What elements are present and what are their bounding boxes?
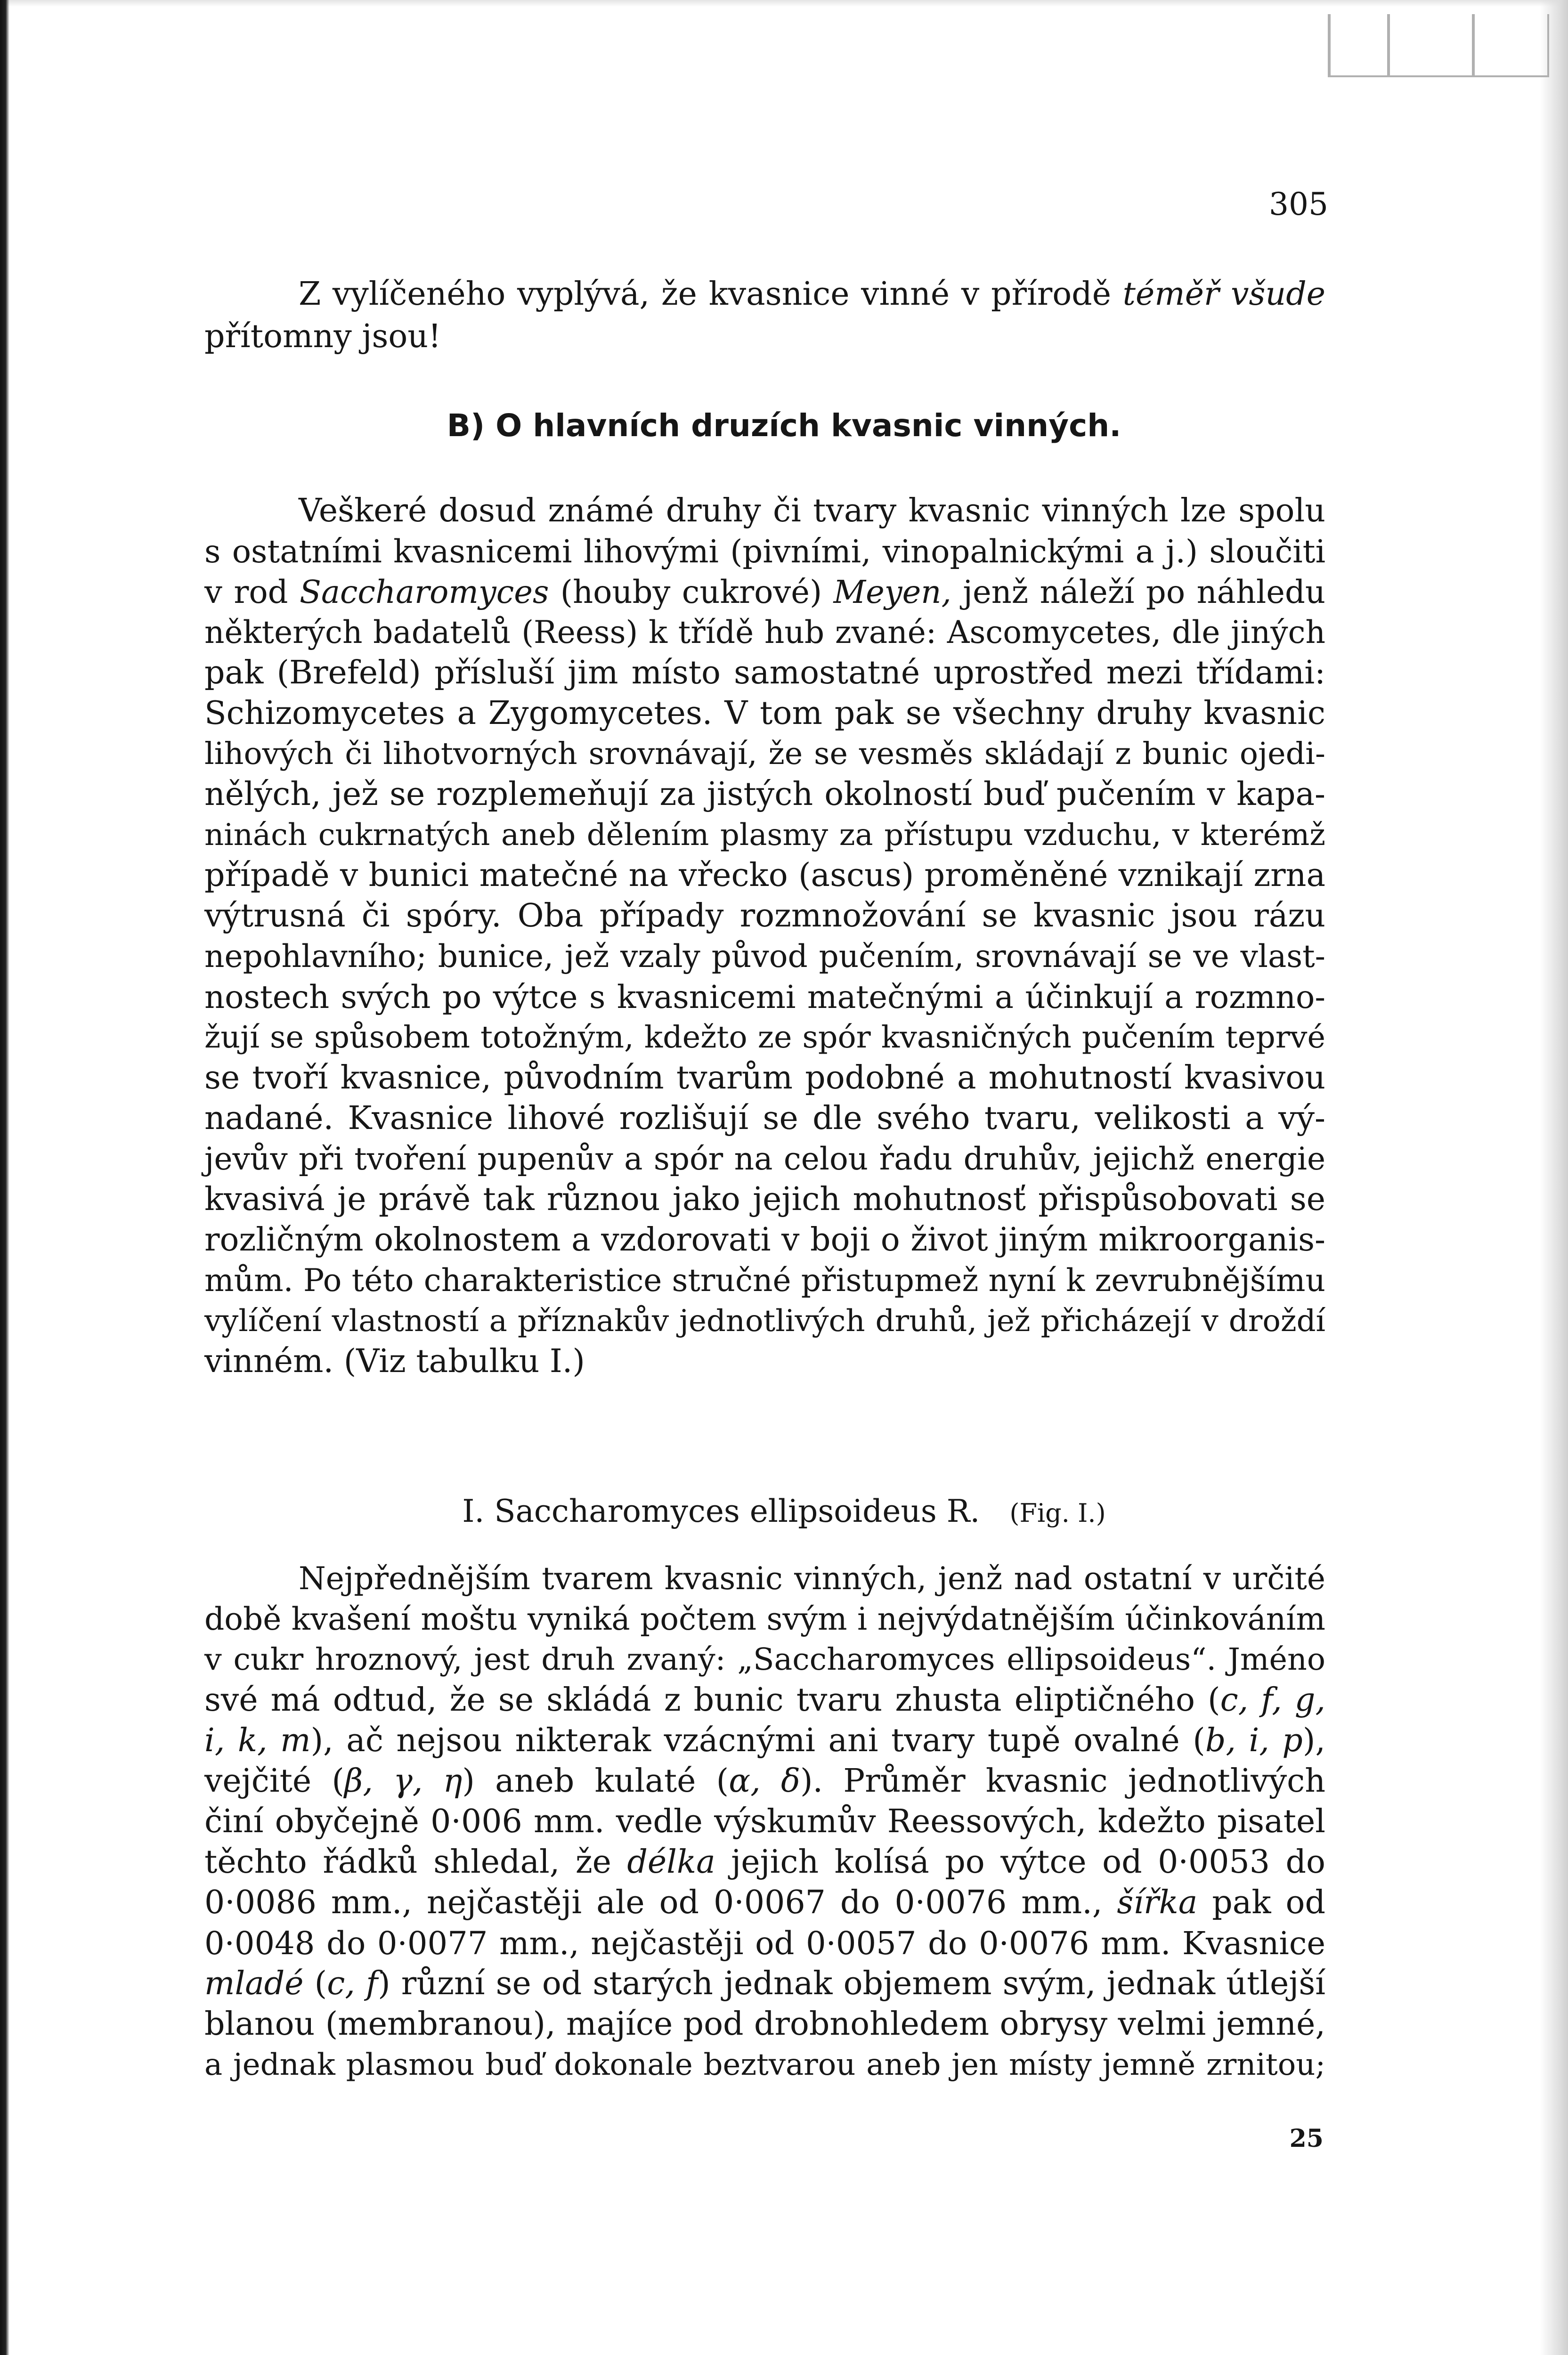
scan-edge-right: [1540, 0, 1568, 2355]
text-line: nadané. Kvasnice lihové rozlišují se dle svého tvaru, velikosti a vý-: [204, 1100, 1325, 1137]
text-line: i, k, m), ač nejsou nikterak vzácnými ani tvary tupě ovalné (b, i, p),: [204, 1722, 1325, 1759]
text-line: lihových či lihotvorných srovnávají, že se vesměs skládají z bunic ojedi-: [204, 736, 1325, 771]
text-line: 0·0048 do 0·0077 mm., nejčastěji od 0·0057 do 0·0076 mm. Kvasnice: [204, 1925, 1325, 1962]
text-line: případě v bunici matečné na vřecko (ascus) proměněné vznikají zrna: [204, 857, 1325, 894]
text-line: s ostatními kvasnicemi lihovými (pivními, vinopalnickými a j.) sloučiti: [204, 533, 1325, 570]
text-line: Z vylíčeného vyplývá, že kvasnice vinné v přírodě téměř všude: [299, 276, 1325, 313]
scan-edge-top: [0, 0, 1568, 7]
scan-artifact-top-right: [1328, 14, 1549, 77]
text-line: a jednak plasmou buď dokonale beztvarou aneb jen místy jemně zrnitou;: [204, 2047, 1325, 2082]
text-line: výtrusná či spóry. Oba případy rozmnožování se kvasnic jsou rázu: [204, 897, 1325, 934]
text-line: přítomny jsou!: [204, 318, 441, 355]
text-line: mladé (c, f) různí se od starých jednak objemem svým, jednak útlejší: [204, 1965, 1325, 2002]
text-line: nepohlavního; bunice, jež vzaly původ pučením, srovnávají se ve vlast-: [204, 938, 1325, 974]
text-line: rozličným okolnostem a vzdorovati v boji o život jiným mikroorganis-: [204, 1221, 1325, 1259]
text-line: činí obyčejně 0·006 mm. vedle výskumův Reessových, kdežto pisatel: [204, 1803, 1325, 1840]
text-line: kvasivá je právě tak různou jako jejich mohutnosť přispůsobovati se: [204, 1181, 1325, 1218]
signature-number: 25: [1289, 2124, 1324, 2153]
text-line: Schizomycetes a Zygomycetes. V tom pak se všechny druhy kvasnic: [204, 695, 1325, 732]
text-line: ninách cukrnatých aneb dělením plasmy za přístupu vzduchu, v kterémž: [204, 818, 1325, 853]
figure-reference: (Fig. I.): [1009, 1498, 1106, 1528]
text-line: některých badatelů (Reess) k třídě hub zvané: Ascomycetes, dle jiných: [204, 614, 1325, 650]
section-heading-b: B) O hlavních druzích kvasnic vinných.: [447, 407, 1121, 444]
text-line: pak (Brefeld) přísluší jim místo samostatné uprostřed mezi třídami:: [204, 654, 1325, 691]
text-line: mům. Po této charakteristice stručné přistupmež nyní k zevrubnějšímu: [204, 1262, 1325, 1299]
text-line: v rod Saccharomyces (houby cukrové) Meyen, jenž náleží po náhledu: [204, 574, 1325, 610]
text-line: v cukr hroznový, jest druh zvaný: „Saccharomyces ellipsoideus“. Jméno: [204, 1642, 1325, 1677]
text-line: blanou (membranou), majíce pod drobnohledem obrysy velmi jemné,: [204, 2006, 1325, 2043]
text-line: se tvoří kvasnice, původním tvarům podobné a mohutností kvasivou: [204, 1059, 1325, 1096]
section-heading-i: [0, 1493, 1568, 1529]
text-line: své má odtud, že se skládá z bunic tvaru zhusta eliptičného (c, f, g,: [204, 1681, 1326, 1719]
text-line: Nejpřednějším tvarem kvasnic vinných, jenž nad ostatní v určité: [299, 1560, 1325, 1597]
text-line: nělých, jež se rozplemeňují za jistých okolností buď pučením v kapa-: [204, 776, 1325, 813]
text-line: vylíčení vlastností a příznakův jednotlivých druhů, jež přicházejí v droždí: [204, 1304, 1325, 1339]
text-line: jevův při tvoření pupenův a spór na celou řadu druhův, jejichž energie: [204, 1141, 1325, 1177]
scan-edge-left: [0, 0, 9, 2355]
text-line: vinném. (Viz tabulku I.): [204, 1343, 585, 1380]
text-line: nostech svých po výtce s kvasnicemi matečnými a účinkují a rozmno-: [204, 979, 1325, 1015]
page-number: 305: [1269, 186, 1328, 222]
text-line: žují se spůsobem totožným, kdežto ze spór kvasničných pučením teprvé: [204, 1020, 1325, 1055]
text-line: 0·0086 mm., nejčastěji ale od 0·0067 do 0·0076 mm., šířka pak od: [204, 1884, 1325, 1921]
heading-title: I. Saccharomyces ellipsoideus R.: [462, 1493, 980, 1529]
text-line: době kvašení moštu vyniká počtem svým i nejvýdatnějším účinkováním: [204, 1601, 1325, 1637]
text-line: těchto řádků shledal, že délka jejich kolísá po výtce od 0·0053 do: [204, 1843, 1325, 1881]
text-line: Veškeré dosud známé druhy či tvary kvasnic vinných lze spolu: [299, 492, 1325, 529]
text-line: vejčité (β, γ, η) aneb kulaté (α, δ). Průměr kvasnic jednotlivých: [204, 1762, 1325, 1800]
